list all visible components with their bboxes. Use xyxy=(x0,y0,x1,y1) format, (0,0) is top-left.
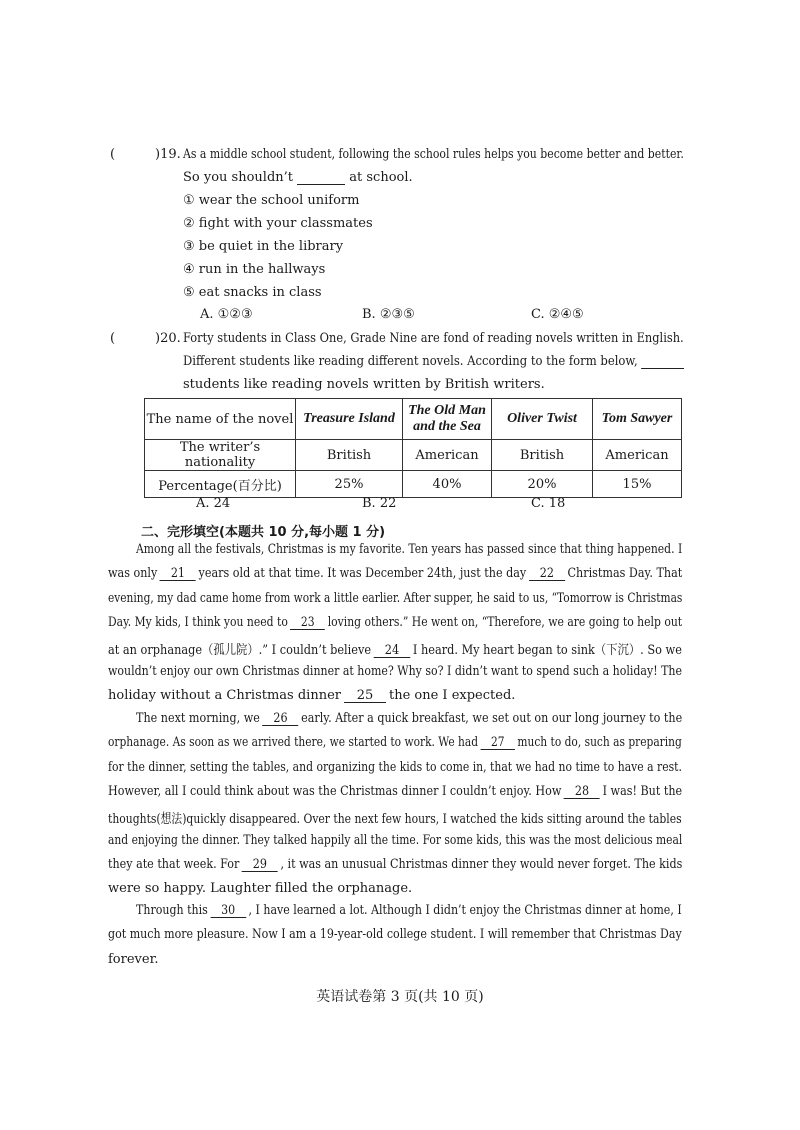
table-header-cell: Tom Sawyer xyxy=(593,399,682,440)
passage-text: evening, my dad came home from work a little earlier. After supper, he said to us, “Tomorrow is Christmas xyxy=(108,590,683,606)
passage-text: much to do, such as preparing xyxy=(517,735,682,751)
passage-line xyxy=(136,903,682,918)
passage-text: forever. xyxy=(108,951,159,967)
passage-text: Day. My kids, I think you need to xyxy=(108,614,288,630)
q19-item: ⑤ eat snacks in class xyxy=(183,285,322,300)
cloze-blank: 28 xyxy=(564,785,600,799)
passage-text: the one I expected. xyxy=(388,687,516,703)
q20-option-b: B. 22 xyxy=(362,496,397,511)
passage-line xyxy=(108,808,682,827)
passage-text: , I have learned a lot. Although I didn’t enjoy the Christmas dinner at home, I xyxy=(248,903,682,918)
passage-line xyxy=(108,566,682,581)
passage-line xyxy=(108,615,682,630)
table-row xyxy=(145,471,682,498)
table-cell: American xyxy=(403,440,492,471)
q19-stem-post: at school. xyxy=(349,170,413,185)
page-footer: 英语试卷第 3 页(共 10 页) xyxy=(316,989,484,1005)
passage-text: Among all the festivals, Christmas is my favorite. Ten years has passed since that thing happened. I xyxy=(136,542,683,557)
passage-text: However, all I could think about was the Christmas dinner I couldn’t enjoy. How xyxy=(108,783,562,799)
passage-line xyxy=(108,784,682,799)
q20-blank xyxy=(641,355,684,369)
passage-line xyxy=(108,833,682,848)
passage-text: for the dinner, setting the tables, and organizing the kids to come in, that we had no time to have a rest. xyxy=(108,759,682,775)
novel-title: The Old Man and the Sea xyxy=(408,403,486,434)
table-header-cell xyxy=(403,399,492,440)
table-header-row xyxy=(145,399,682,440)
passage-text: and enjoying the dinner. They talked happily all the time. For some kids, this was the most delicious meal xyxy=(108,832,683,848)
q19-blank xyxy=(297,171,345,185)
passage-text: got much more pleasure. Now I am a 19-year-old college student. I will remember that Christmas Day xyxy=(108,927,682,943)
table-header-cell: Treasure Island xyxy=(296,399,403,440)
passage-text: was only xyxy=(108,566,158,582)
cloze-blank: 26 xyxy=(262,712,298,726)
q19-number: )19. xyxy=(155,147,181,162)
cloze-blank: 30 xyxy=(210,904,246,918)
passage-text: early. After a quick breakfast, we set out on our long journey to the xyxy=(301,711,683,726)
q19-option-a: A. ①②③ xyxy=(200,307,253,322)
passage-line xyxy=(108,927,682,942)
passage-line xyxy=(108,639,682,658)
q20-stem-line2 xyxy=(183,354,684,369)
q19-item: ④ run in the hallways xyxy=(183,262,326,277)
q20-option-c: C. 18 xyxy=(531,496,566,511)
passage-line xyxy=(108,881,412,896)
q19-item: ③ be quiet in the library xyxy=(183,239,344,254)
table-cell: Percentage(百分比) xyxy=(145,471,296,498)
table-cell: 15% xyxy=(593,471,682,498)
q19-option-c: C. ②④⑤ xyxy=(531,307,584,322)
table-cell: British xyxy=(296,440,403,471)
passage-text: holiday without a Christmas dinner xyxy=(108,687,341,703)
passage-line xyxy=(108,760,682,775)
passage-text: at an orphanage（孤儿院）.” I couldn’t believe xyxy=(108,643,372,659)
novels-table xyxy=(144,398,682,498)
table-header-cell: Oliver Twist xyxy=(492,399,593,440)
table-row xyxy=(145,440,682,471)
section-heading: 二、完形填空(本题共 10 分,每小题 1 分) xyxy=(141,525,386,540)
passage-text: , it was an unusual Christmas dinner they would never forget. The kids xyxy=(280,856,683,872)
passage-text: I heard. My heart began to sink（下沉）. So we xyxy=(412,643,682,659)
passage-text: thoughts(想法)quickly disappeared. Over the next few hours, I watched the kids sitting around the tables xyxy=(108,812,682,828)
passage-text: they ate that week. For xyxy=(108,856,240,872)
passage-line xyxy=(136,542,682,557)
table-cell: American xyxy=(593,440,682,471)
passage-line xyxy=(108,688,515,703)
passage-line xyxy=(108,591,682,606)
table-cell: British xyxy=(492,440,593,471)
q20-stem-line1: Forty students in Class One, Grade Nine are fond of reading novels written in English. xyxy=(183,331,684,346)
passage-text: wouldn’t enjoy our own Christmas dinner at home? Why so? I didn’t want to spend such a holiday! The xyxy=(108,663,683,679)
q19-option-b: B. ②③⑤ xyxy=(362,307,415,322)
passage-text: I was! But the xyxy=(602,783,683,799)
passage-text: The next morning, we xyxy=(136,711,260,726)
q19-stem-line1: As a middle school student, following the school rules helps you become better and better. xyxy=(183,147,684,162)
passage-line xyxy=(136,711,682,726)
cloze-blank: 24 xyxy=(374,644,411,658)
q20-stem-line3: students like reading novels written by British writers. xyxy=(183,377,545,392)
passage-line xyxy=(108,952,159,967)
passage-text: years old at that time. It was December 24th, just the day xyxy=(198,566,527,582)
q19-item: ② fight with your classmates xyxy=(183,216,373,231)
table-cell: 20% xyxy=(492,471,593,498)
table-cell: 40% xyxy=(403,471,492,498)
table-cell: The writer’s nationality xyxy=(145,440,296,471)
cloze-blank: 22 xyxy=(529,567,565,581)
table-cell: 25% xyxy=(296,471,403,498)
cloze-blank: 25 xyxy=(344,689,386,703)
passage-text: loving others.” He went on, “Therefore, we are going to help out xyxy=(327,614,683,630)
q20-stem-b: Different students like reading different novels. According to the form below, xyxy=(183,354,638,369)
passage-line xyxy=(108,664,682,679)
passage-text: Through this xyxy=(136,903,208,918)
q19-stem-line2 xyxy=(183,170,413,185)
q19-stem-pre: So you shouldn’t xyxy=(183,170,293,185)
cloze-blank: 23 xyxy=(290,616,325,630)
cloze-blank: 21 xyxy=(160,567,196,581)
cloze-blank: 29 xyxy=(242,858,278,872)
q20-option-a: A. 24 xyxy=(196,496,231,511)
passage-text: orphanage. As soon as we arrived there, we started to work. We had xyxy=(108,735,479,751)
table-header-cell: The name of the novel xyxy=(145,399,296,440)
passage-text: were so happy. Laughter filled the orphanage. xyxy=(108,881,413,897)
q19-item: ① wear the school uniform xyxy=(183,193,360,208)
q20-paren: ( xyxy=(110,331,116,346)
cloze-blank: 27 xyxy=(481,736,515,750)
passage-text: Christmas Day. That xyxy=(567,566,683,582)
passage-line xyxy=(108,857,682,872)
q19-paren: ( xyxy=(110,147,116,162)
passage-line xyxy=(108,735,682,750)
q20-number: )20. xyxy=(155,331,181,346)
